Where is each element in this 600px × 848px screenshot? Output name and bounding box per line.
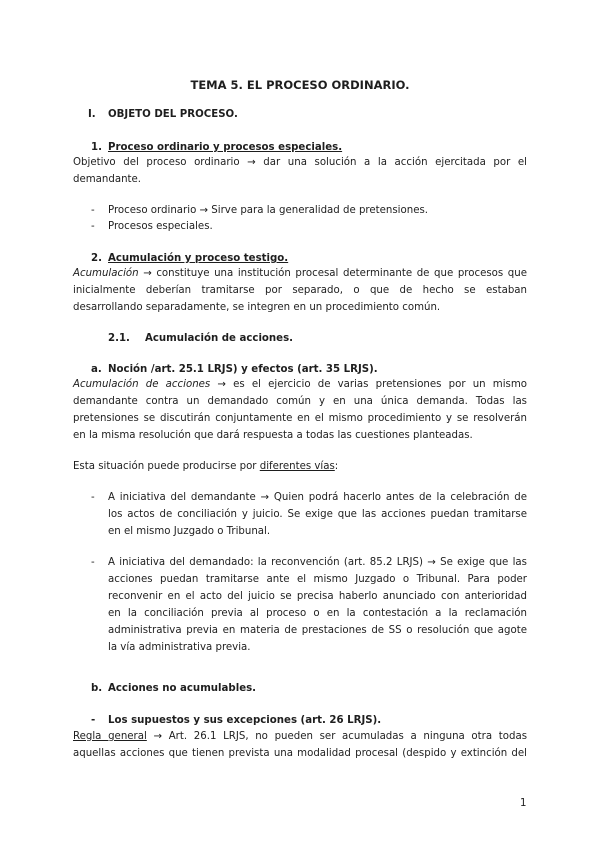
heading-number: b.: [91, 683, 103, 694]
section-heading: OBJETO DEL PROCESO.: [108, 109, 238, 120]
paragraph-line: desarrollando separadamente, se integren en un procedimiento común.: [73, 302, 441, 313]
bullet-line: A iniciativa del demandante → Quien podrá hacerlo antes de la celebración de: [108, 492, 527, 503]
paragraph-line: [73, 265, 527, 282]
bullet-line: en la conciliación previa al proceso o en la contestación a la reclamación: [108, 608, 527, 619]
paragraph-line: pretensiones se discutirán conjuntamente en el mismo procedimiento y se resolverán: [73, 413, 527, 424]
paragraph-line: inicialmente deberían tramitarse por separado, o que de hecho se estaban: [73, 285, 527, 296]
heading-number: 2.: [91, 253, 102, 264]
text: → es el ejercicio de varias pretensiones por un mismo: [210, 379, 528, 390]
heading-proceso-ordinario: Proceso ordinario y procesos especiales.: [108, 142, 343, 153]
text: → constituye una institución procesal determinante de que procesos que: [138, 268, 527, 279]
bullet-dash: -: [91, 492, 95, 503]
paragraph-line: Objetivo del proceso ordinario → dar una solución a la acción ejercitada por el: [73, 157, 527, 168]
paragraph-line: [73, 458, 338, 475]
heading-number: 1.: [91, 142, 102, 153]
bullet-item: Proceso ordinario → Sirve para la generalidad de pretensiones.: [108, 205, 429, 216]
subheading-supuestos: Los supuestos y sus excepciones (art. 26 LRJS).: [108, 715, 382, 726]
paragraph-line: demandante.: [73, 174, 142, 185]
bullet-line: en el mismo Juzgado o Tribunal.: [108, 526, 271, 537]
bullet-line: administrativa previa en materia de prestaciones de SS o resolución que agote: [108, 625, 527, 636]
text: Esta situación puede producirse por: [73, 461, 260, 472]
heading-acumulacion-acciones: Acumulación de acciones.: [145, 333, 294, 344]
underlined-text: Regla general: [73, 731, 147, 742]
bullet-line: acciones puedan tramitarse ante el mismo Juzgado o Tribunal. Para poder: [108, 574, 527, 585]
bullet-item: Procesos especiales.: [108, 221, 213, 232]
term: Acumulación: [73, 268, 139, 279]
text: → Art. 26.1 LRJS, no pueden ser acumuladas a ninguna otra todas: [146, 731, 528, 742]
term: Acumulación de acciones: [73, 379, 211, 390]
bullet-dash: -: [91, 205, 95, 216]
bullet-dash: -: [91, 221, 95, 232]
heading-acumulacion: Acumulación y proceso testigo.: [108, 253, 289, 264]
paragraph-line: [73, 376, 527, 393]
bullet-line: la vía administrativa previa.: [108, 642, 251, 653]
heading-number: a.: [91, 364, 102, 375]
page-title: TEMA 5. EL PROCESO ORDINARIO.: [190, 78, 410, 92]
page-number: 1: [520, 798, 527, 809]
bullet-dash: -: [91, 557, 95, 568]
section-number: I.: [88, 109, 96, 120]
paragraph-line: [73, 728, 527, 745]
heading-number: 2.1.: [108, 333, 130, 344]
text: :: [334, 461, 339, 472]
paragraph-line: aquellas acciones que tienen prevista una modalidad procesal (despido y extinción del: [73, 748, 527, 759]
heading-no-acumulables: Acciones no acumulables.: [108, 683, 257, 694]
bullet-dash: -: [91, 715, 96, 726]
bullet-line: los actos de conciliación y juicio. Se exige que las acciones puedan tramitarse: [108, 509, 527, 520]
heading-nocion: Noción /art. 25.1 LRJS) y efectos (art. 35 LRJS).: [108, 364, 378, 375]
paragraph-line: demandante contra un demandado común y en una única demanda. Todas las: [73, 396, 527, 407]
underlined-text: diferentes vías: [259, 461, 335, 472]
paragraph-line: en la misma resolución que dará respuesta a todas las cuestiones planteadas.: [73, 430, 473, 441]
bullet-line: reconvenir en el acto del juicio se precisa haberlo anunciado con anterioridad: [108, 591, 527, 602]
bullet-line: A iniciativa del demandado: la reconvención (art. 85.2 LRJS) → Se exige que las: [108, 557, 527, 568]
